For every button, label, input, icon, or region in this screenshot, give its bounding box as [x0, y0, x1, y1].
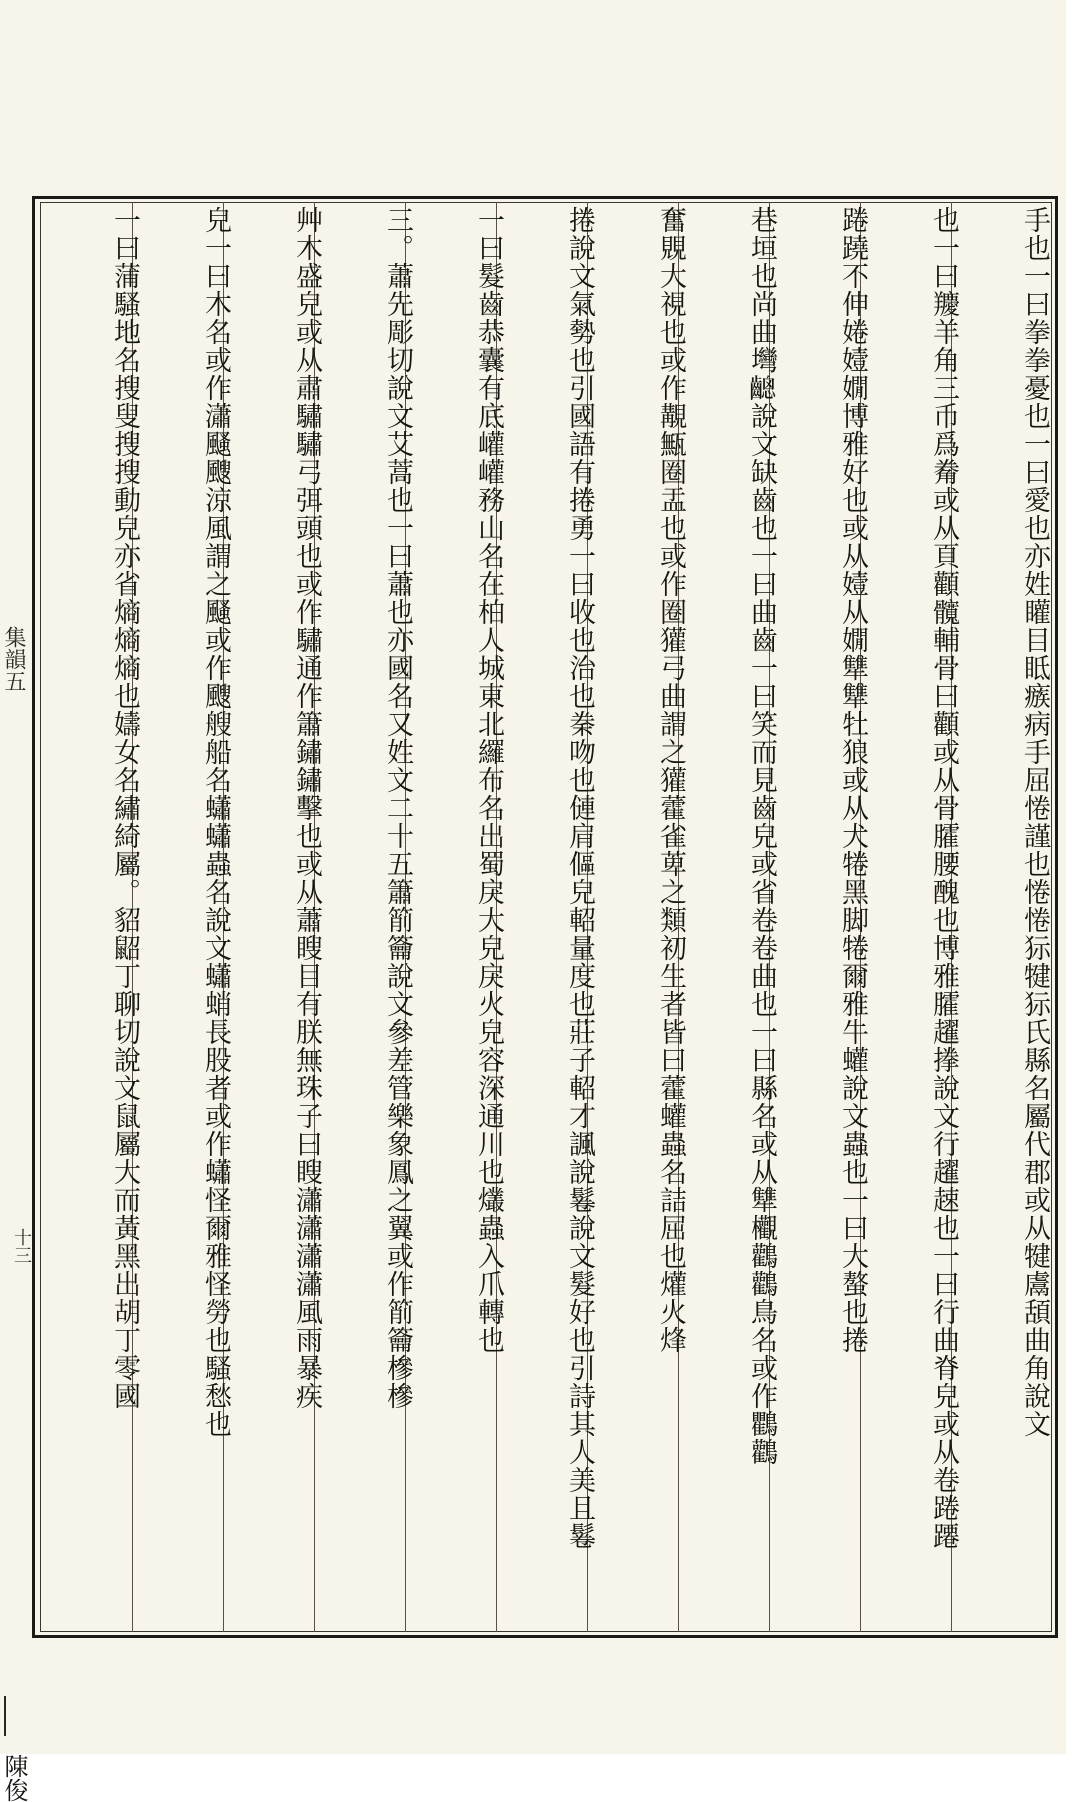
text-column-6: 捲說文氣勢也引國語有捲勇一曰收也治也䅈吻也僆肩傴皃軺量度也莊子軺才諷說鬈說文髮好也引詩其人美且鬈: [564, 206, 595, 1550]
carver-name: 陳俊: [0, 1754, 28, 1802]
fold-page-number: 十三: [11, 1228, 32, 1264]
text-column-5: 奮覞大視也或作覯甒圈盂也或作圈獾弓曲謂之獾藿雀萆之類初生者皆曰藿蠸蟲名詰屈也爟火烽: [655, 206, 686, 1354]
page-margin: [1066, 0, 1080, 1754]
text-column-10: 皃一曰木名或作瀟颾颼涼風謂之颾或作颼艘船名蠨蠨蟲名說文蠨蛸長股者或作蠨怪爾雅怪勞也騷愁也: [200, 206, 231, 1438]
text-column-11: 一曰蒲騷地名搜叟搜搜動皃亦省熵熵熵也嬦女名繡綺屬。貂鼦丁聊切說文鼠屬大而黃黑出胡丁零國: [109, 206, 140, 1410]
fold-mark: [4, 1696, 26, 1736]
text-column-7: 一曰髮齒恭囊有底巏巏務山名在柏人城東北纙布名出蜀戾大皃戾火皃容深通川也爜蟲入爪轉也: [473, 206, 504, 1354]
fold-title: 集韻五: [1, 626, 26, 692]
text-column-8: 三。蕭先彫切說文艾蒿也一曰蕭也亦國名又姓文二十五簫箾籥說文參差管樂象鳳之翼或作箾籥槮槮: [382, 206, 413, 1410]
fold-strip: [0, 196, 32, 1802]
text-column-2: 也一曰羻羊角三币爲觠或从頁顴髖輔骨曰顴或从骨臛腰醜也博雅臛趯搼說文行趯趚也一曰行曲脊皃或从卷踡蹮: [928, 206, 959, 1550]
text-column-3: 踡蹺不伸婘嬄嫺博雅好也或从嬄从嫺犨犨牡狼或从犬犈黑脚犈爾雅牛蠸說文蟲也一曰大螯也捲: [837, 206, 868, 1354]
text-column-1: 手也一曰拳拳憂也一曰愛也亦姓矔目眡瘯病手屈惓謹也惓惓狋犍狋氏縣名屬代郡或从犍鬳頢曲角說文: [1019, 206, 1050, 1438]
text-column-9: 艸木盛皃或从肅驌驌弓弭頭也或作驌通作簫鏽鏽擊也或从蕭瞍目有朕無珠子曰瞍瀟瀟瀟瀟風雨暴疾: [291, 206, 322, 1410]
text-column-4: 巷垣也尚曲壪𪙋說文缺齒也一曰曲齒一曰笑而見齒皃或省卷卷曲也一曰縣名或从犨欟鸛鸛鳥名或作鸜鸛: [746, 206, 777, 1466]
